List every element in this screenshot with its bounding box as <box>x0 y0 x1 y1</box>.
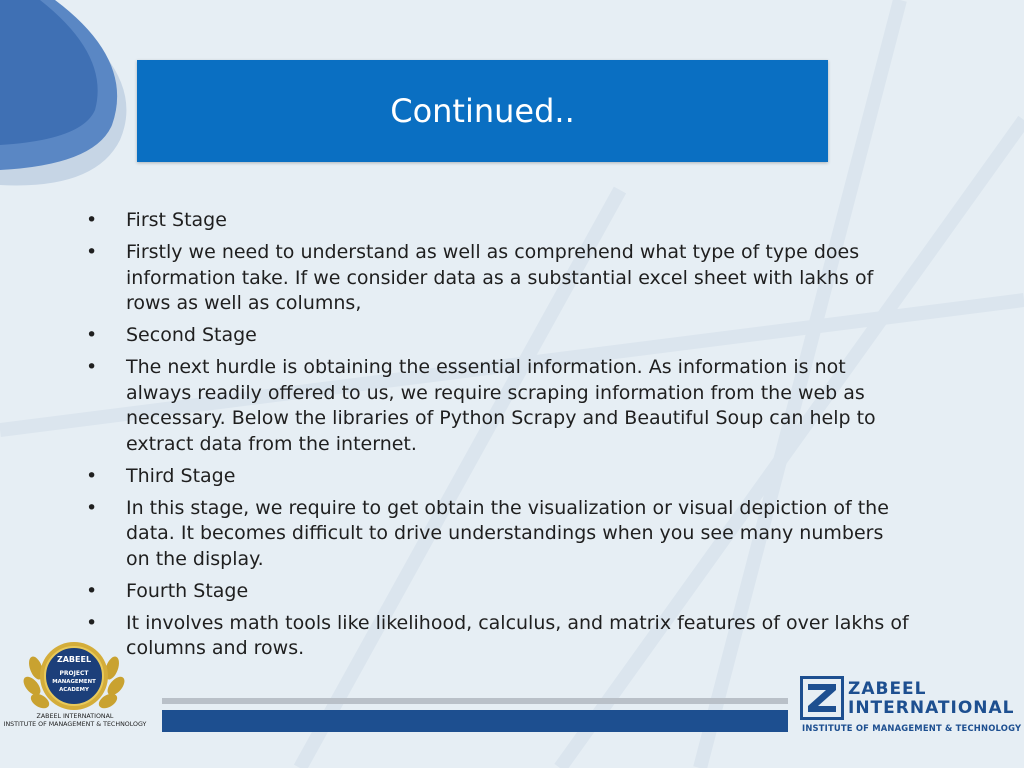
footer-bar <box>162 710 788 732</box>
academy-seal-logo <box>22 638 126 716</box>
seal-text-4: ACADEMY <box>59 687 89 693</box>
bullet-text: Third Stage <box>126 464 236 487</box>
bullet-item <box>80 208 910 234</box>
slide-title: Continued.. <box>137 60 828 162</box>
bullet-dot: • <box>86 496 98 519</box>
bullet-text: It involves math tools like likelihood, calculus, and matrix features of over lakhs of columns and rows. <box>126 611 909 659</box>
bullet-text: The next hurdle is obtaining the essential information. As information is not always readily offered to us, we require scraping information from the web as necessary. Below the libraries of Python Scrapy and Beautiful Soup can help to extract data from the internet. <box>126 356 876 455</box>
bullet-item <box>80 323 910 349</box>
bullet-item <box>80 579 910 605</box>
z-logo-icon <box>800 676 844 720</box>
seal-text-1: ZABEEL <box>56 655 92 664</box>
bullet-item <box>80 240 910 317</box>
zabeel-brand-logo <box>800 676 1024 740</box>
seal-caption-line2: INSTITUTE OF MANAGEMENT & TECHNOLOGY <box>3 721 147 728</box>
brand-name-line2: INTERNATIONAL <box>848 698 1015 718</box>
bullet-text: Firstly we need to understand as well as comprehend what type of type does information take. If we consider data as a substantial excel sheet with lakhs of rows as well as columns, <box>126 241 874 314</box>
brand-name-line1: ZABEEL <box>848 679 927 699</box>
footer-divider <box>162 698 788 704</box>
bullet-dot: • <box>86 464 98 487</box>
bullet-dot: • <box>86 241 98 263</box>
seal-text-2: PROJECT <box>59 670 89 677</box>
bullet-item <box>80 496 910 573</box>
seal-text-3: MANAGEMENT <box>52 679 96 685</box>
bullet-dot: • <box>86 324 98 346</box>
bullet-text: In this stage, we require to get obtain the visualization or visual depiction of the data. It becomes difficult to drive understandings when you see many numbers on the display. <box>126 496 889 570</box>
brand-tagline: INSTITUTE OF MANAGEMENT & TECHNOLOGY <box>802 723 1022 733</box>
bullet-text: Second Stage <box>126 324 257 346</box>
brand-name <box>848 680 1024 718</box>
bullet-dot: • <box>86 579 98 602</box>
seal-caption <box>0 713 150 729</box>
bullet-item <box>80 355 910 457</box>
bullet-dot: • <box>86 209 98 231</box>
bullet-text: First Stage <box>126 209 227 231</box>
bullet-dot: • <box>86 611 98 634</box>
bullet-text: Fourth Stage <box>126 579 249 602</box>
bullet-item <box>80 464 910 490</box>
bullet-dot: • <box>86 356 98 378</box>
seal-caption-line1: ZABEEL INTERNATIONAL <box>36 713 114 720</box>
bullet-list <box>80 208 910 668</box>
bullet-item <box>80 611 910 662</box>
